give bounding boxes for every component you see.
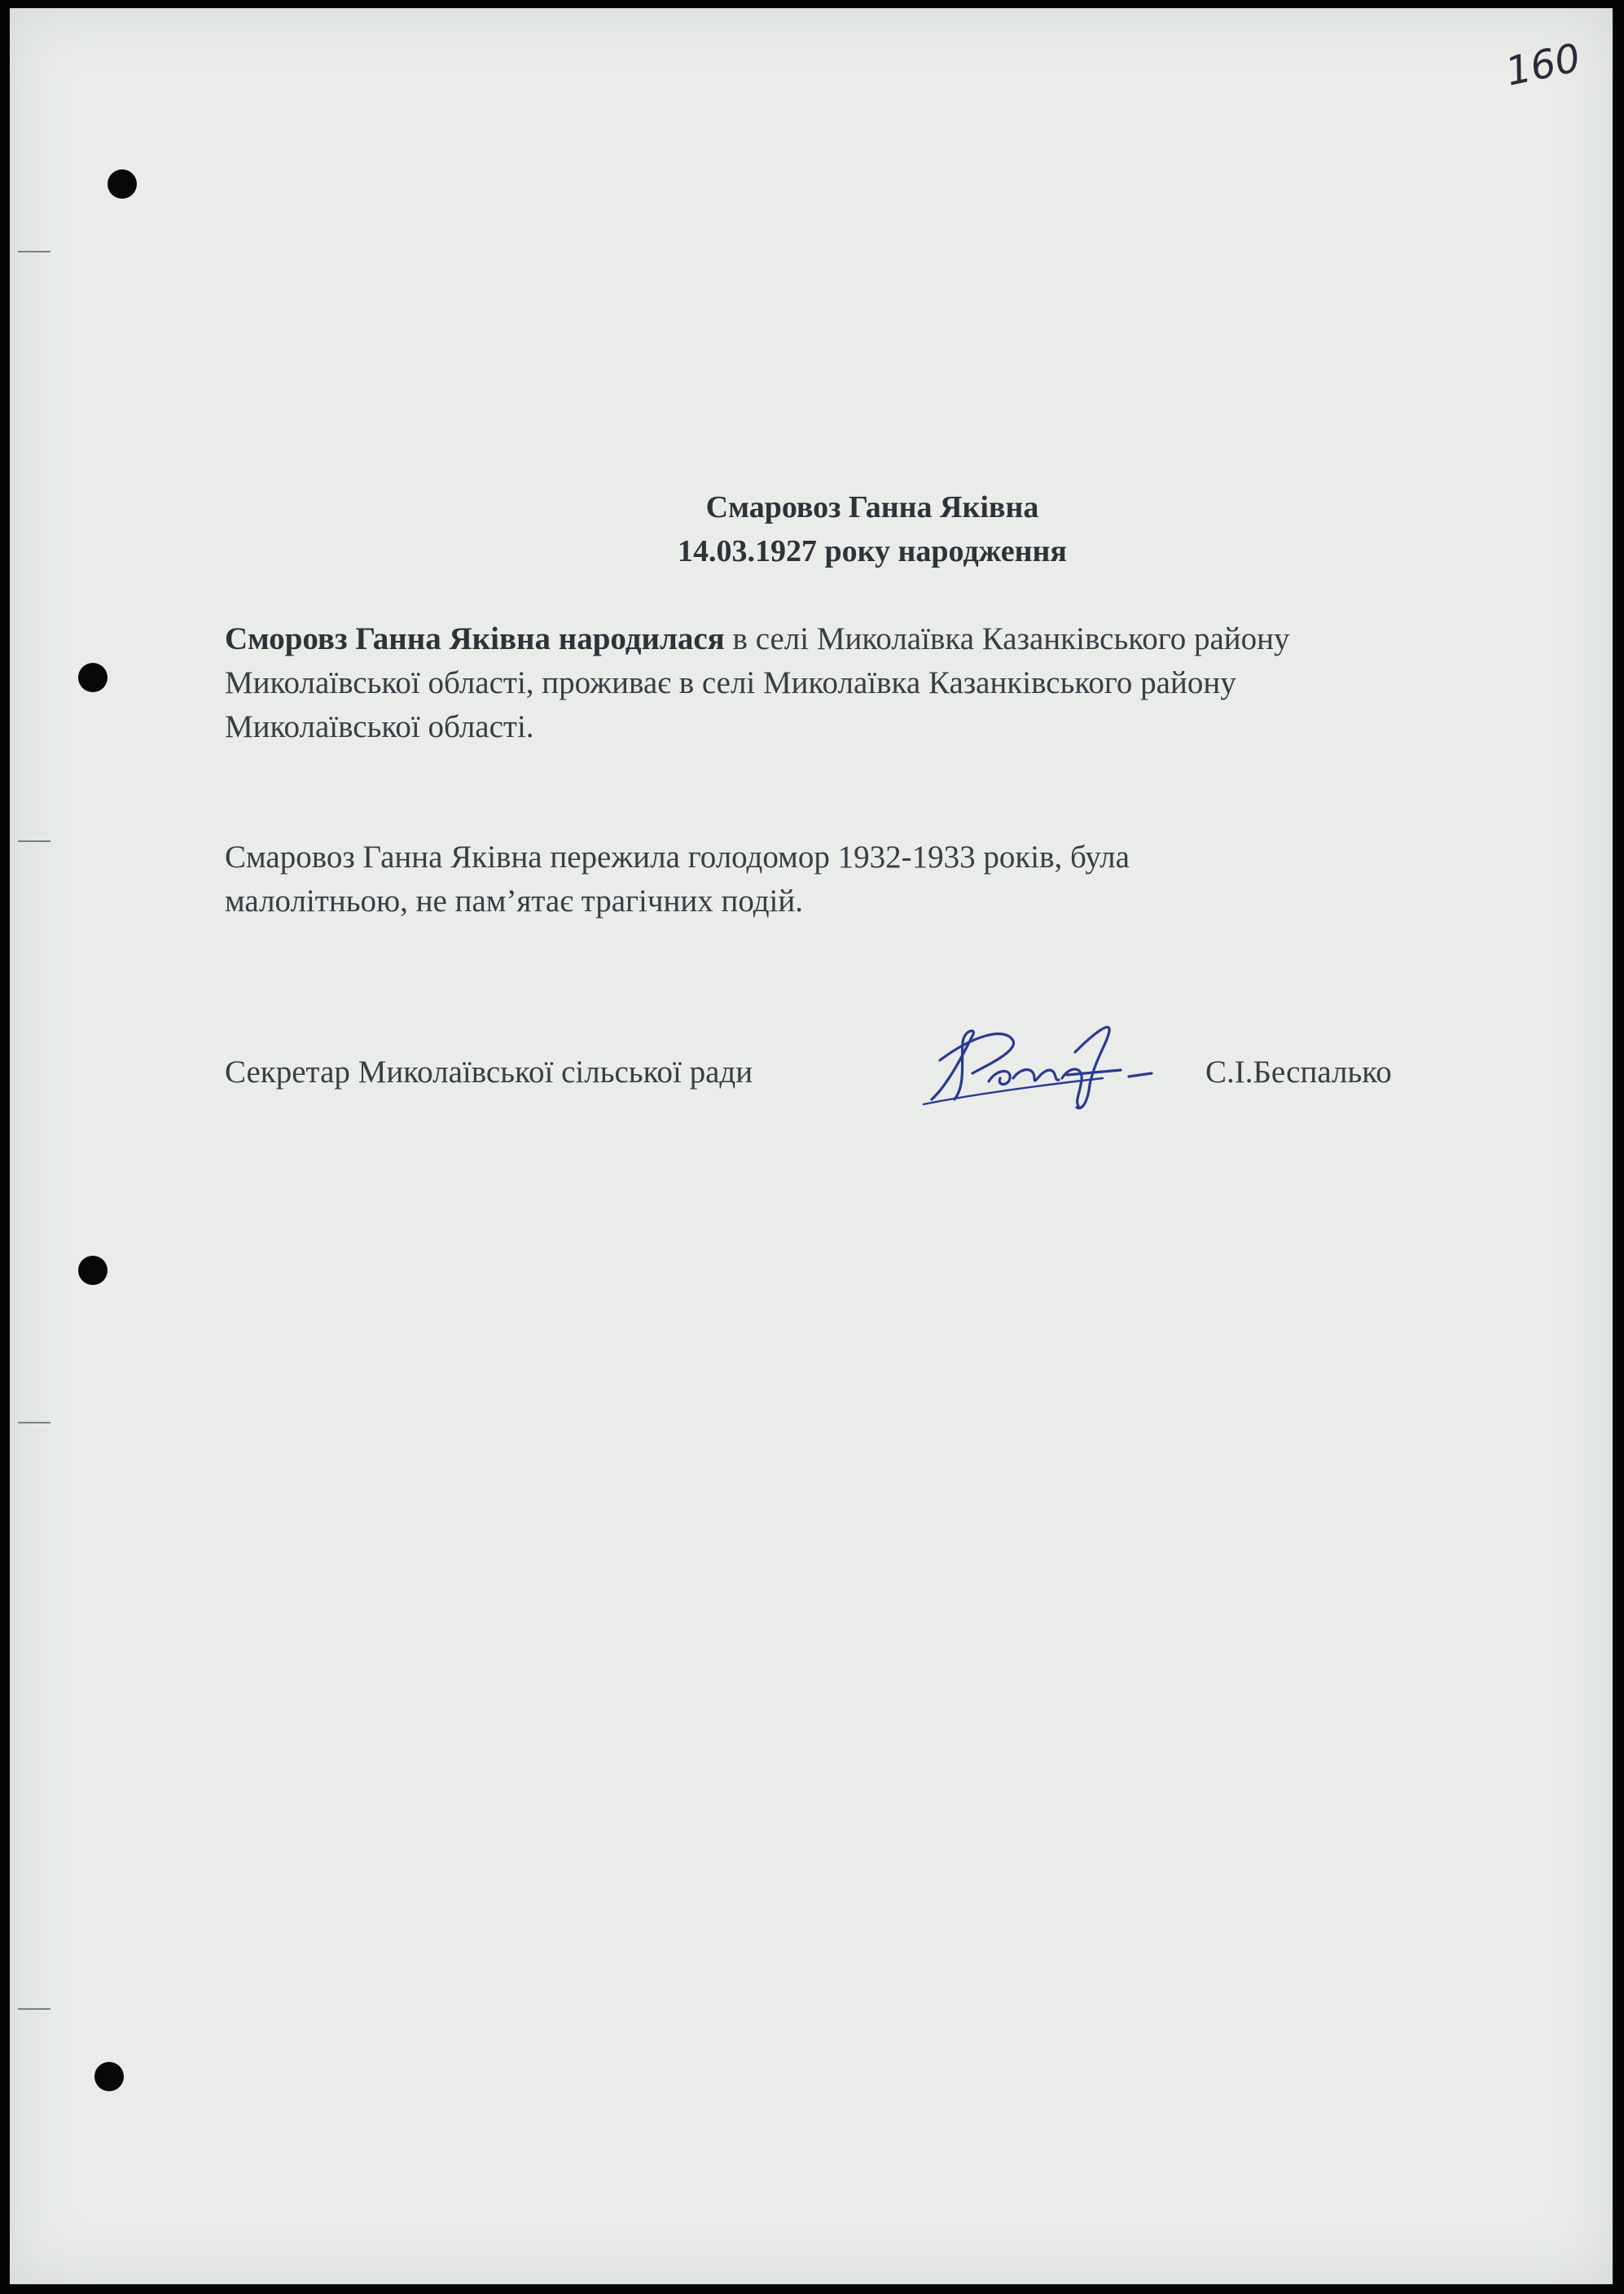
heading-name: Смаровоз Ганна Яківна [705, 490, 1039, 524]
punch-hole-1 [108, 169, 137, 199]
paragraph1-line3: Миколаївської області. [225, 709, 534, 744]
document-page [10, 8, 1613, 2284]
document-heading [10, 485, 1624, 573]
punch-hole-4 [94, 2062, 124, 2091]
paragraph1-line1-rest: в селі Миколаївка Казанківського району [732, 621, 1290, 656]
paragraph1-line2: Миколаївської області, проживає в селі Миколаївка Казанківського району [225, 665, 1236, 700]
signatory-name: С.І.Беспалько [1205, 1055, 1392, 1090]
margin-tick-1 [18, 251, 50, 252]
paragraph-holodomor [225, 836, 1130, 923]
heading-birth-date: 14.03.1927 року народження [678, 534, 1067, 568]
handwritten-signature [915, 1003, 1176, 1117]
paragraph1-name-bold: Сморовз Ганна Яківна народилася [225, 621, 733, 656]
paragraph2-line1: Смаровоз Ганна Яківна пережила голодомор 1932-1933 років, була [225, 840, 1130, 875]
signatory-title: Секретар Миколаївської сільської ради [225, 1055, 753, 1090]
margin-tick-4 [18, 2008, 50, 2010]
margin-tick-3 [18, 1422, 50, 1423]
paragraph2-line2: малолітньою, не пам’ятає трагічних подій. [225, 884, 803, 919]
punch-hole-3 [78, 1256, 108, 1285]
paragraph1-line1 [225, 617, 1290, 661]
margin-tick-2 [18, 840, 50, 842]
paragraph-birth-residence [225, 617, 1290, 749]
punch-hole-2 [78, 663, 108, 692]
handwritten-page-number: 160 [1502, 34, 1585, 95]
